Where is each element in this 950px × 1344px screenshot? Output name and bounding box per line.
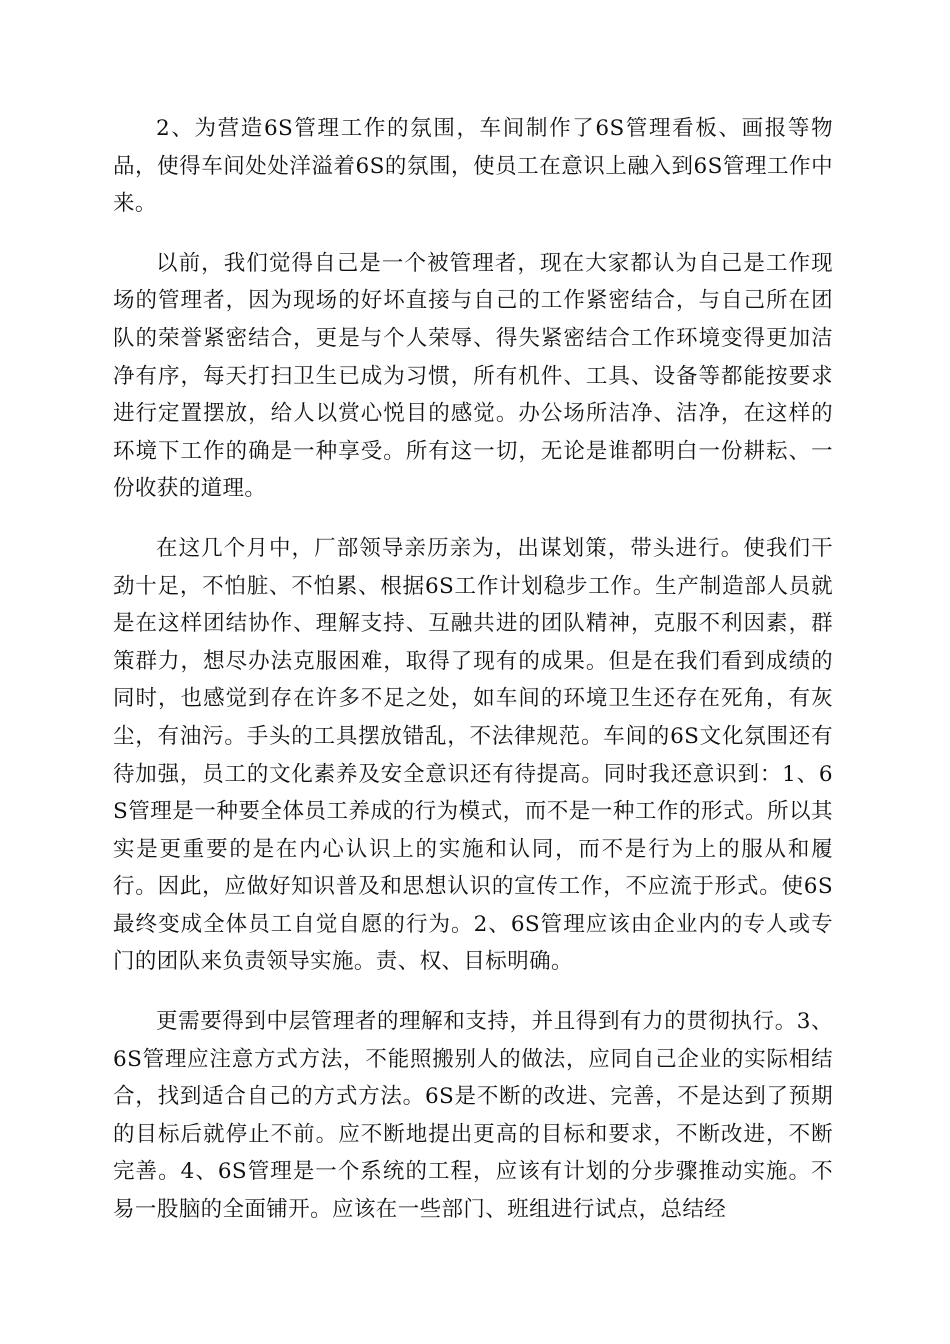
paragraph-2: 以前，我们觉得自己是一个被管理者，现在大家都认为自己是工作现场的管理者，因为现场的好坏直接与自己的工作紧密结合，与自己所在团队的荣誉紧密结合，更是与个人荣辱、得失紧密结合工作环境变得更加洁净有序，每天打扫卫生已成为习惯，所有机件、工具、设备等都能按要求进行定置摆放，给人以赏心悦目的感觉。办公场所洁净、洁净，在这样的环境下工作的确是一种享受。所有这一切，无论是谁都明白一份耕耘、一份收获的道理。 [113,250,833,502]
paragraph-3: 在这几个月中，厂部领导亲历亲为，出谋划策，带头进行。使我们干劲十足，不怕脏、不怕累、根据6S工作计划稳步工作。生产制造部人员就是在这样团结协作、理解支持、互融共进的团队精神，克服不利因素，群策群力，想尽办法克服困难，取得了现有的成果。但是在我们看到成绩的同时，也感觉到存在许多不足之处，如车间的环境卫生还存在死角，有灰尘，有油污。手头的工具摆放错乱，不法律规范。车间的6S文化氛围还有待加强，员工的文化素养及安全意识还有待提高。同时我还意识到：1、6S管理是一种要全体员工养成的行为模式，而不是一种工作的形式。所以其实是更重要的是在内心认识上的实施和认同，而不是行为上的服从和履行。因此，应做好知识普及和思想认识的宣传工作，不应流于形式。使6S最终变成全体员工自觉自愿的行为。2、6S管理应该由企业内的专人或专门的团队来负责领导实施。责、权、目标明确。 [113,535,833,975]
paragraph-4: 更需要得到中层管理者的理解和支持，并且得到有力的贯彻执行。3、6S管理应注意方式方法，不能照搬别人的做法，应同自己企业的实际相结合，找到适合自己的方式方法。6S是不断的改进、完善，不是达到了预期的目标后就停止不前。应不断地提出更高的目标和要求，不断改进，不断完善。4、6S管理是一个系统的工程，应该有计划的分步骤推动实施。不易一股脑的全面铺开。应该在一些部门、班组进行试点，总结经 [113,1009,833,1223]
document-body [113,110,833,1251]
paragraph-1: 2、为营造6S管理工作的氛围，车间制作了6S管理看板、画报等物品，使得车间处处洋溢着6S的氛围，使员工在意识上融入到6S管理工作中来。 [113,116,833,217]
